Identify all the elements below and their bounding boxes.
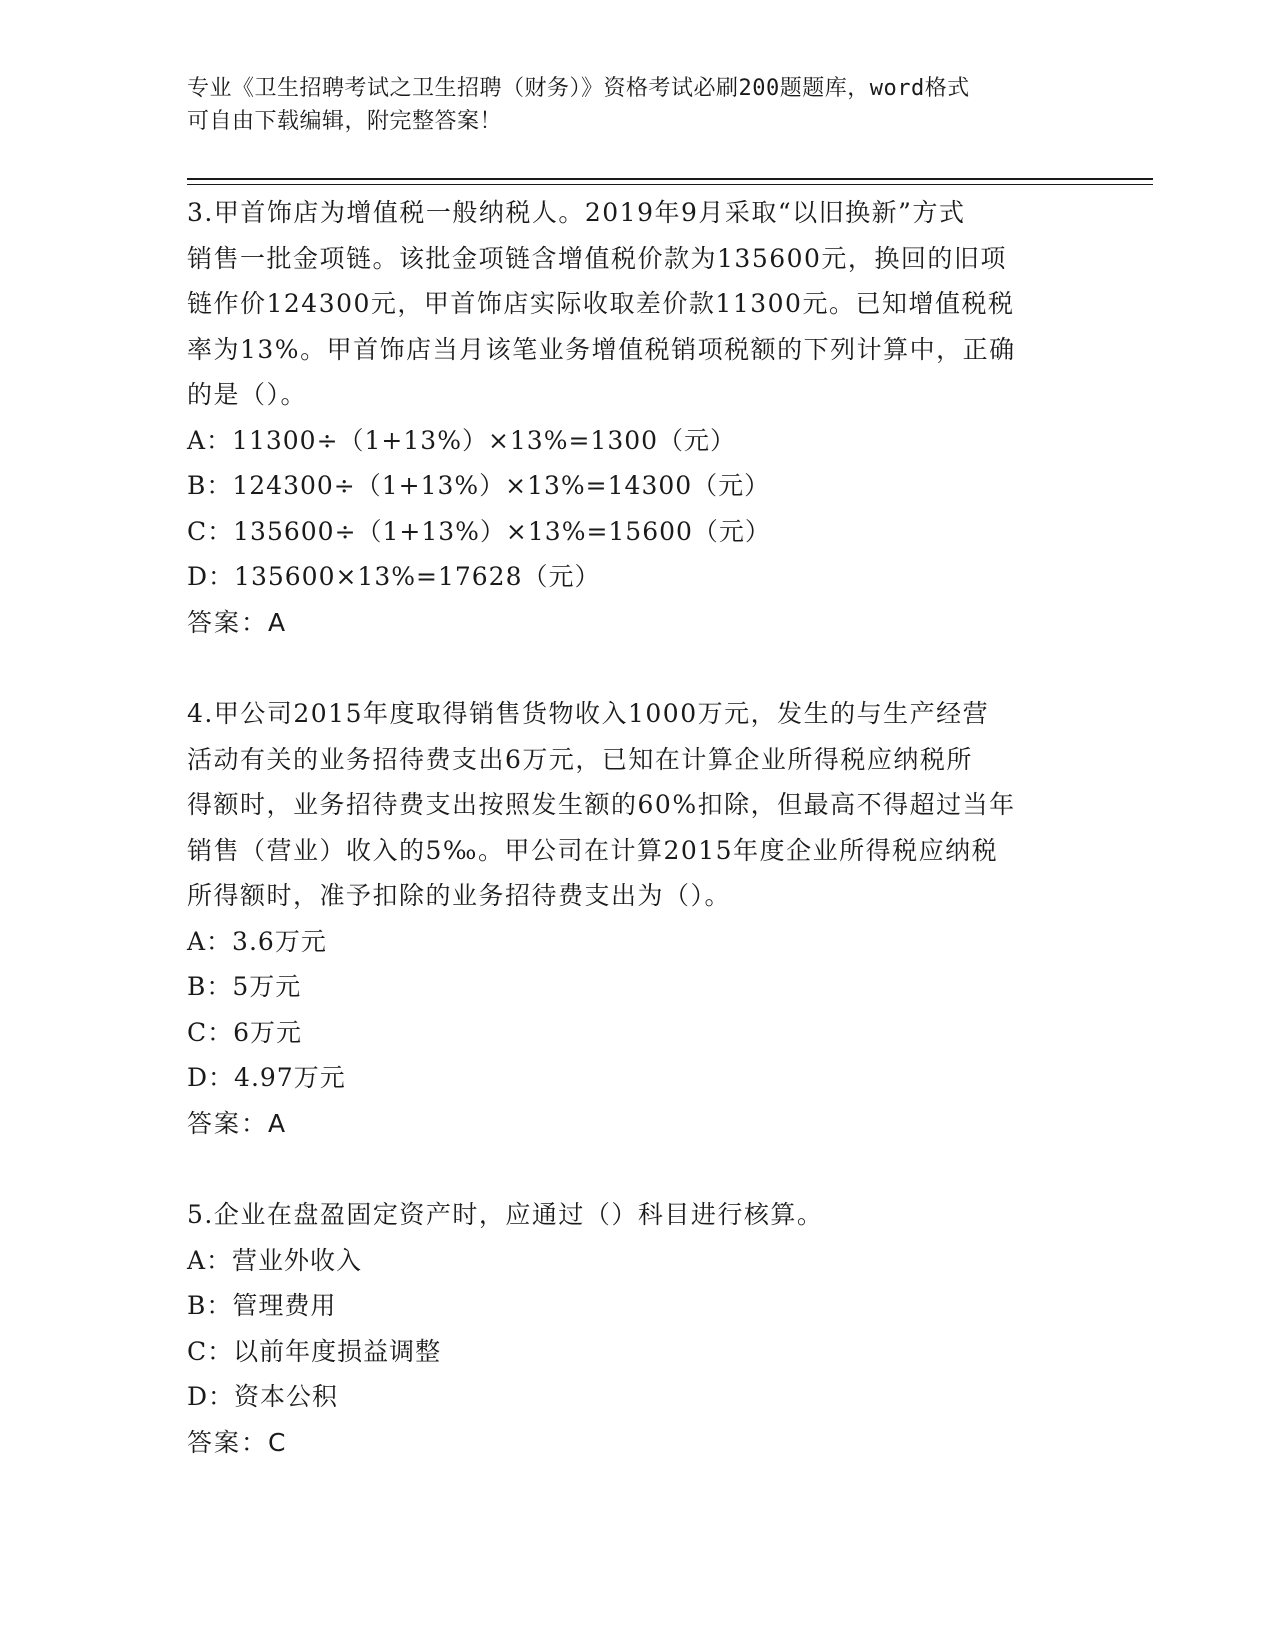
option-d: D：4.97万元	[187, 1063, 346, 1092]
question-spacer	[187, 645, 1087, 691]
option-b: B：管理费用	[187, 1291, 337, 1320]
option-b: B：5万元	[187, 972, 302, 1001]
option-c: C：6万元	[187, 1017, 303, 1047]
option-b: B：124300÷（1+13%）×13%=14300（元）	[187, 471, 771, 500]
header-divider-thick	[187, 178, 1153, 180]
header-line-2: 可自由下载编辑，附完整答案！	[187, 109, 503, 134]
question-list	[187, 190, 1087, 1465]
question-stem-line: 链作价124300元，甲首饰店实际收取差价款11300元。已知增值税税	[187, 289, 1015, 318]
question-stem-line: 销售一批金项链。该批金项链含增值税价款为135600元，换回的旧项	[187, 243, 1007, 273]
header-divider-thin	[187, 184, 1153, 185]
question-stem-line: 活动有关的业务招待费支出6万元，已知在计算企业所得税应纳税所	[187, 744, 973, 774]
question-spacer	[187, 1146, 1087, 1192]
question-stem-line: 3.甲首饰店为增值税一般纳税人。2019年9月采取“以旧换新”方式	[187, 198, 966, 227]
question-stem-line: 得额时，业务招待费支出按照发生额的60%扣除，但最高不得超过当年	[187, 790, 1016, 819]
question-4	[187, 691, 1087, 1146]
answer-label: 答案：C	[187, 1427, 288, 1457]
question-stem-line: 销售（营业）收入的5‰。甲公司在计算2015年度企业所得税应纳税	[187, 835, 999, 865]
option-c: C：135600÷（1+13%）×13%=15600（元）	[187, 516, 771, 546]
option-a: A：3.6万元	[187, 926, 327, 956]
option-a: A：11300÷（1+13%）×13%=1300（元）	[187, 425, 737, 455]
option-c: C：以前年度损益调整	[187, 1336, 442, 1366]
question-stem-line: 的是（）。	[187, 380, 308, 409]
question-3	[187, 190, 1087, 645]
question-stem-line: 4.甲公司2015年度取得销售货物收入1000万元，发生的与生产经营	[187, 699, 990, 728]
document-header	[187, 72, 1077, 138]
answer-label: 答案：A	[187, 607, 288, 637]
question-stem-line: 所得额时，准予扣除的业务招待费支出为（）。	[187, 881, 732, 910]
question-stem-line: 5.企业在盘盈固定资产时，应通过（）科目进行核算。	[187, 1200, 824, 1229]
header-line-1: 专业《卫生招聘考试之卫生招聘（财务）》资格考试必刷200题题库，word格式	[187, 76, 970, 101]
question-stem-line: 率为13%。甲首饰店当月该笔业务增值税销项税额的下列计算中，正确	[187, 334, 1016, 364]
option-d: D：资本公积	[187, 1382, 339, 1411]
answer-label: 答案：A	[187, 1108, 288, 1138]
question-5	[187, 1192, 1087, 1465]
option-a: A：营业外收入	[187, 1245, 363, 1275]
option-d: D：135600×13%=17628（元）	[187, 562, 601, 591]
